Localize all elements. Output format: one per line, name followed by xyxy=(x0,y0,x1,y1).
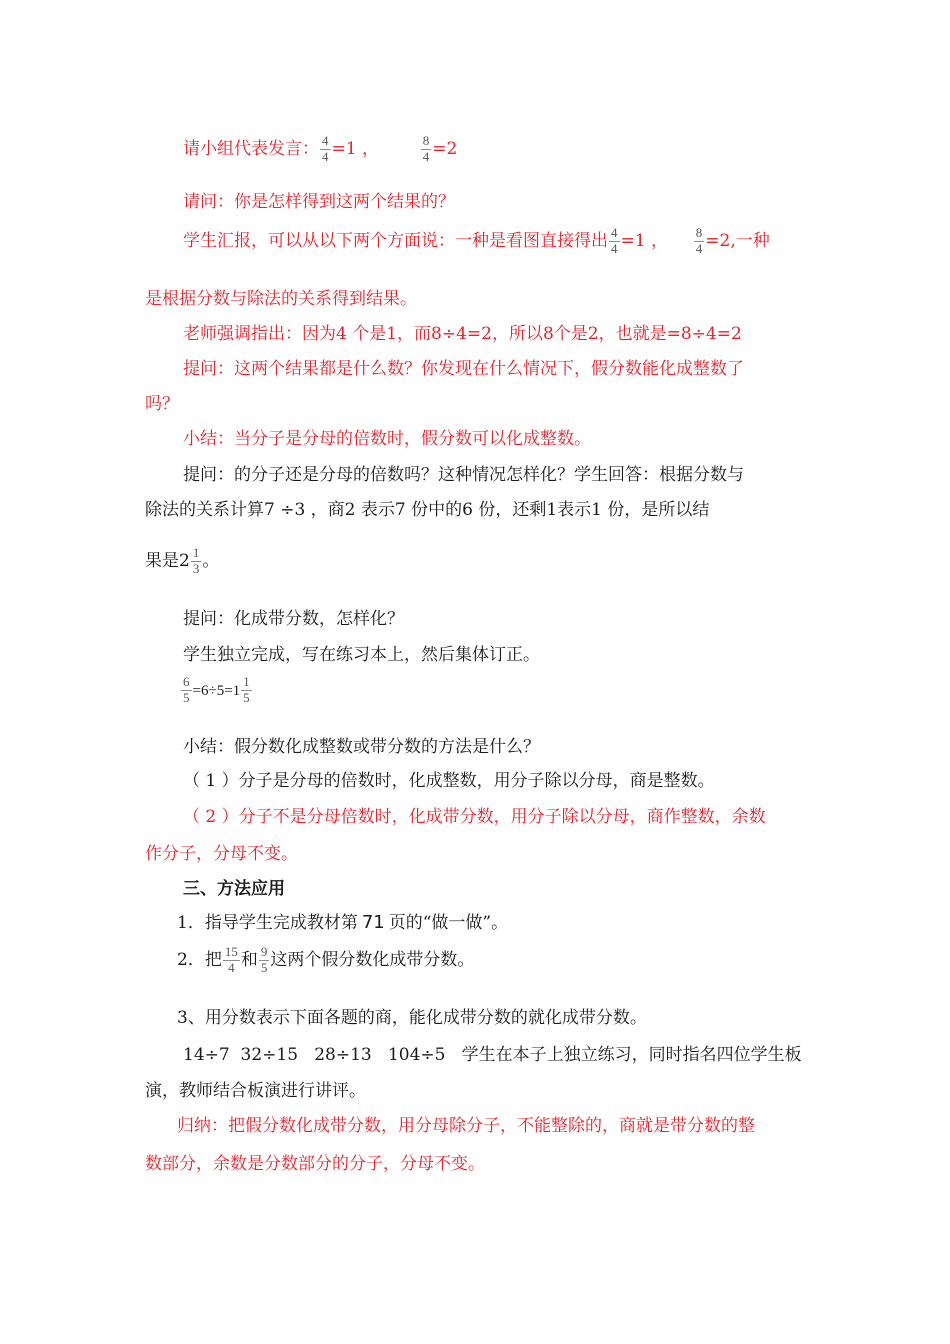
numerator: 8 xyxy=(422,133,430,149)
denominator: 5 xyxy=(243,689,250,705)
line-equation xyxy=(180,675,253,706)
fraction xyxy=(259,945,270,976)
line-group-presentation xyxy=(183,134,457,165)
text: =2,一种 xyxy=(705,231,770,251)
paragraph: 提问：的分子还是分母的倍数吗？这种情况怎样化？学生回答：根据分数与 xyxy=(183,465,744,485)
denominator: 4 xyxy=(611,241,618,256)
fraction xyxy=(694,226,705,257)
text: 1．指导学生完成教材第 xyxy=(177,913,358,933)
paragraph: 14÷7 32÷15 28÷13 104÷5 学生在本子上独立练习，同时指名四位学生板 xyxy=(183,1045,802,1065)
page-number: 71 xyxy=(361,912,385,933)
paragraph: 演，教师结合板演进行讲评。 xyxy=(145,1081,366,1101)
numerator: 15 xyxy=(224,944,238,960)
line-student-report xyxy=(183,226,770,257)
paragraph: 请问：你是怎样得到这两个结果的？ xyxy=(183,192,455,212)
paragraph: 小结：当分子是分母的倍数时，假分数可以化成整数。 xyxy=(183,429,591,449)
text: 请小组代表发言： xyxy=(183,139,319,159)
fraction xyxy=(421,134,432,165)
line-result xyxy=(145,546,219,577)
text: 学生汇报，可以从以下两个方面说：一种是看图直接得出 xyxy=(183,231,608,251)
denominator: 3 xyxy=(192,561,200,576)
paragraph: 学生独立完成，写在练习本上，然后集体订正。 xyxy=(183,645,540,665)
section-heading: 三、方法应用 xyxy=(183,879,285,899)
text: 页的“做一做”。 xyxy=(388,913,509,933)
paragraph: 归纳：把假分数化成带分数，用分母除分子，不能整除的，商就是带分数的整 xyxy=(177,1116,755,1136)
paragraph: 除法的关系计算7 ÷3 ，商2 表示7 份中的6 份，还剩1表示1 份，是所以结 xyxy=(145,500,710,520)
line-exercise-2 xyxy=(177,945,474,976)
paragraph: 数部分，余数是分数部分的分子，分母不变。 xyxy=(145,1154,485,1174)
line-exercise-1 xyxy=(177,908,508,933)
fraction xyxy=(320,134,331,165)
denominator: 4 xyxy=(695,241,703,256)
paragraph: 提问：这两个结果都是什么数？你发现在什么情况下，假分数能化成整数了 xyxy=(183,359,744,379)
numerator: 4 xyxy=(322,133,329,149)
text: 。 xyxy=(202,551,220,571)
numerator: 1 xyxy=(192,545,200,561)
fraction xyxy=(609,226,620,257)
paragraph: 提问：化成带分数，怎样化？ xyxy=(183,609,404,629)
fraction xyxy=(223,945,240,976)
numerator: 1 xyxy=(243,674,250,689)
text: 2．把 xyxy=(177,950,222,970)
paragraph: （ 2 ）分子不是分母倍数时，化成带分数，用分子除以分母，商作整数，余数 xyxy=(183,807,766,827)
fraction xyxy=(191,546,202,577)
paragraph: （ 1 ）分子是分母的倍数时，化成整数，用分子除以分母，商是整数。 xyxy=(183,771,715,791)
paragraph: 是根据分数与除法的关系得到结果。 xyxy=(145,289,417,309)
denominator: 5 xyxy=(183,689,190,705)
text: 和 xyxy=(240,950,258,970)
text: =1 ， xyxy=(620,231,668,251)
denominator: 4 xyxy=(322,149,329,164)
denominator: 4 xyxy=(228,960,235,975)
text: =6÷5=1 xyxy=(192,682,241,699)
text: =1 ， xyxy=(331,139,379,159)
numerator: 8 xyxy=(695,225,703,241)
fraction xyxy=(241,675,252,706)
paragraph: 老师强调指出：因为4 个是1，而8÷4=2，所以8个是2，也就是=8÷4=2 xyxy=(183,324,742,344)
fraction xyxy=(181,675,192,706)
numerator: 6 xyxy=(183,674,190,689)
numerator: 4 xyxy=(611,225,618,241)
denominator: 5 xyxy=(260,960,268,975)
text: =2 xyxy=(432,139,458,159)
paragraph: 吗？ xyxy=(145,394,179,414)
paragraph: 作分子，分母不变。 xyxy=(145,844,298,864)
text: 果是2 xyxy=(145,551,190,571)
paragraph: 小结：假分数化成整数或带分数的方法是什么？ xyxy=(183,737,540,757)
paragraph: 3、用分数表示下面各题的商，能化成带分数的就化成带分数。 xyxy=(177,1008,647,1028)
denominator: 4 xyxy=(422,149,430,164)
numerator: 9 xyxy=(260,944,268,960)
text: 这两个假分数化成带分数。 xyxy=(270,950,475,970)
